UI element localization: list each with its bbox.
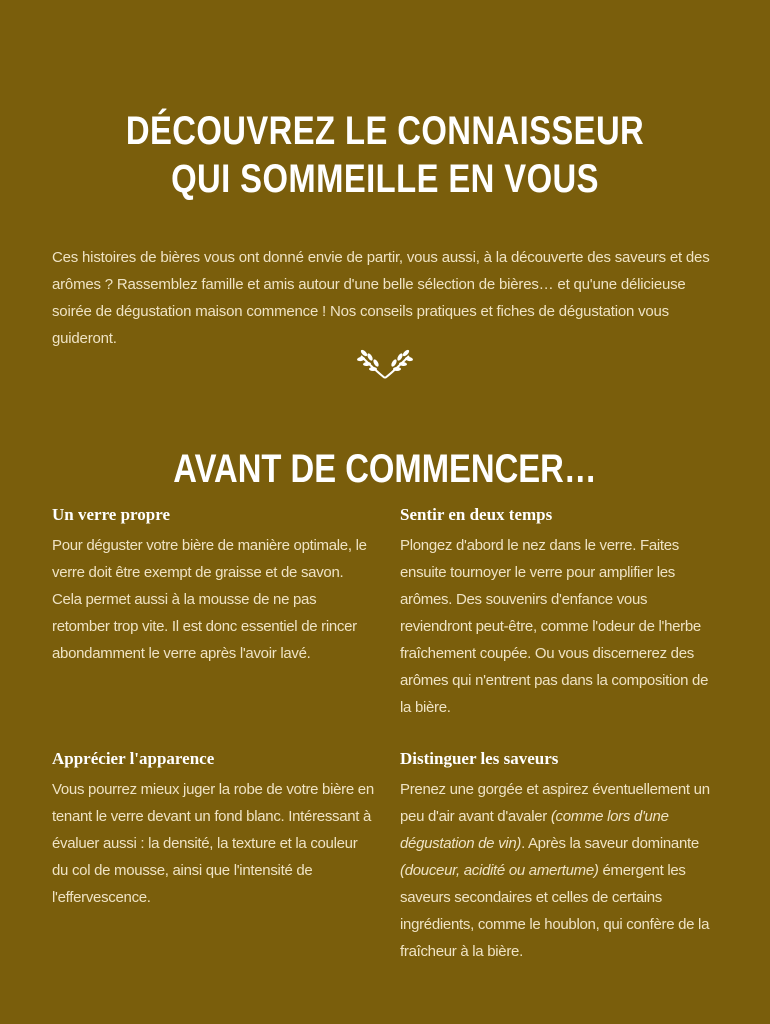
tip-smell bbox=[400, 504, 722, 721]
tip-text-part: Prenez une gorgée et aspirez éventuellement un peu d'air avant d'avaler bbox=[400, 781, 710, 825]
page-title-line-2: QUI SOMMEILLE EN VOUS bbox=[171, 156, 599, 201]
section-title: AVANT DE COMMENCER… bbox=[173, 447, 597, 492]
page-title-line-1: DÉCOUVREZ LE CONNAISSEUR bbox=[125, 108, 645, 153]
tip-text: Plongez d'abord le nez dans le verre. Faites ensuite tournoyer le verre pour amplifier les arômes. Des souvenirs d'enfance vous reviendront peut-être, comme l'odeur de l'herbe fraîchement coupée. Ou vous discernerez des arômes qui n'entrent pas dans la composition de la bière. bbox=[400, 537, 709, 716]
tip-appearance bbox=[52, 748, 374, 911]
wheat-icon bbox=[355, 346, 415, 380]
tip-text-part: . Après la saveur dominante bbox=[521, 835, 699, 852]
tip-text bbox=[400, 776, 722, 965]
intro-paragraph: Ces histoires de bières vous ont donné envie de partir, vous aussi, à la découverte des saveurs et des arômes ? Rassemblez famille et amis autour d'une belle sélection de bières… et qu'une délicieuse soirée de dégustation maison commence ! Nos conseils pratiques et fiches de dégustation vous guideront. bbox=[52, 249, 710, 347]
tip-text-italic: (comme lors d'une dégustation de vin) bbox=[400, 808, 669, 852]
tip-clean-glass bbox=[52, 504, 374, 667]
tip-text: Pour déguster votre bière de manière optimale, le verre doit être exempt de graisse et de savon. Cela permet aussi à la mousse de ne pas retomber trop vite. Il est donc essentiel de rincer abondamment le verre après l'avoir lavé. bbox=[52, 537, 367, 662]
tip-text: Vous pourrez mieux juger la robe de votre bière en tenant le verre devant un fond blanc. Intéressant à évaluer aussi : la densité, la texture et la couleur du col de mousse, ainsi que l'intensité de l'effervescence. bbox=[52, 781, 374, 906]
tip-text-part: émergent les saveurs secondaires et celles de certains ingrédients, comme le houblon, qui confère de la fraîcheur à la bière. bbox=[400, 862, 710, 960]
tip-heading: Un verre propre bbox=[52, 505, 171, 524]
page-title bbox=[69, 107, 700, 203]
tip-flavours bbox=[400, 748, 722, 965]
tip-heading: Apprécier l'apparence bbox=[52, 749, 215, 768]
tip-text-italic: (douceur, acidité ou amertume) bbox=[400, 862, 599, 879]
tip-heading: Distinguer les saveurs bbox=[400, 749, 559, 768]
tip-heading: Sentir en deux temps bbox=[400, 505, 553, 524]
